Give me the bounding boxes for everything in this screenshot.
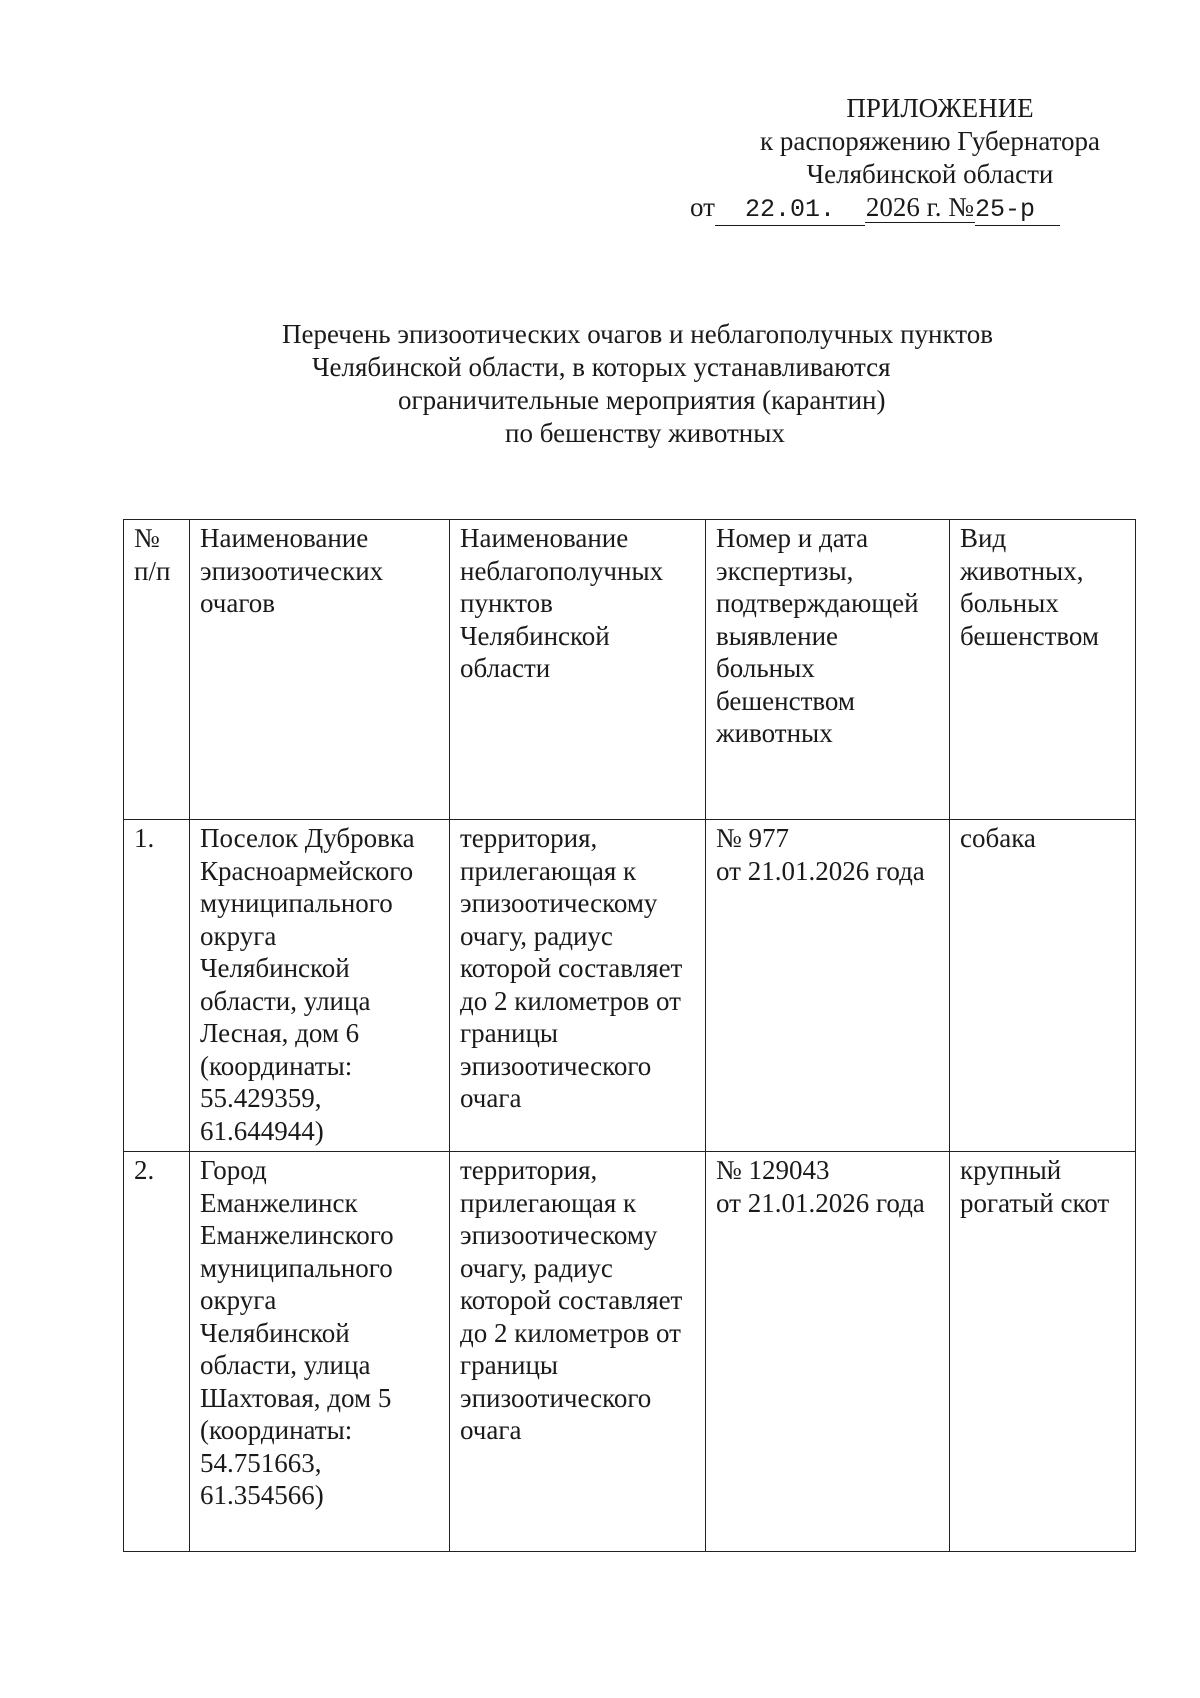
date-prefix: от (690, 192, 715, 222)
appendix-title: ПРИЛОЖЕНИЕ (846, 93, 1034, 123)
header-cell-number: № п/п (124, 520, 190, 820)
header-cell-animal: Вид животных, больных бешенством (950, 520, 1136, 820)
title-line-3: ограничительные мероприятия (карантин) (398, 385, 886, 415)
title-line-4: по бешенству животных (505, 418, 785, 448)
header-cell-focus: Наименование эпизоотических очагов (190, 520, 450, 820)
order-number-field (975, 192, 1060, 226)
header-cell-expertise: Номер и дата экспертизы, подтверждающей выявление больных бешенством животных (706, 520, 950, 820)
title-line-2: Челябинской области, в которых устанавливаются (312, 352, 891, 382)
year-field (865, 192, 975, 223)
table-row (124, 820, 1136, 1152)
table-row (124, 1152, 1136, 1552)
table-header-row (124, 520, 1136, 820)
row-animal: собака (950, 820, 1136, 1152)
row-number: 2. (124, 1152, 190, 1552)
date-value: 22.01. (744, 195, 835, 224)
appendix-header (690, 92, 1120, 224)
title-line-1: Перечень эпизоотических очагов и неблагополучных пунктов (282, 319, 993, 349)
row-area: территория, прилегающая к эпизоотическому очагу, радиус которой составляет до 2 километров от границы эпизоотического очага (450, 820, 706, 1152)
header-cell-area: Наименование неблагополучных пунктов Челябинской области (450, 520, 706, 820)
row-expertise: № 129043 от 21.01.2026 года (706, 1152, 950, 1552)
order-number: 25-р (974, 195, 1035, 224)
row-focus: Город Еманжелинск Еманжелинского муниципального округа Челябинской области, улица Шахтовая, дом 5 (координаты: 54.751663, 61.354566) (190, 1152, 450, 1552)
appendix-region: Челябинской области (806, 159, 1054, 189)
year-suffix: 2026 г. № (865, 192, 974, 222)
appendix-reference: к распоряжению Губернатора (759, 126, 1101, 156)
row-animal: крупный рогатый скот (950, 1152, 1136, 1552)
date-field (715, 192, 865, 226)
appendix-date-line (690, 191, 1110, 226)
row-number: 1. (124, 820, 190, 1152)
foci-table (123, 519, 1136, 1552)
row-focus: Поселок Дубровка Красноармейского муниципального округа Челябинской области, улица Лесная, дом 6 (координаты: 55.429359, 61.644944) (190, 820, 450, 1152)
row-expertise: № 977 от 21.01.2026 года (706, 820, 950, 1152)
row-area: территория, прилегающая к эпизоотическому очагу, радиус которой составляет до 2 километров от границы эпизоотического очага (450, 1152, 706, 1552)
